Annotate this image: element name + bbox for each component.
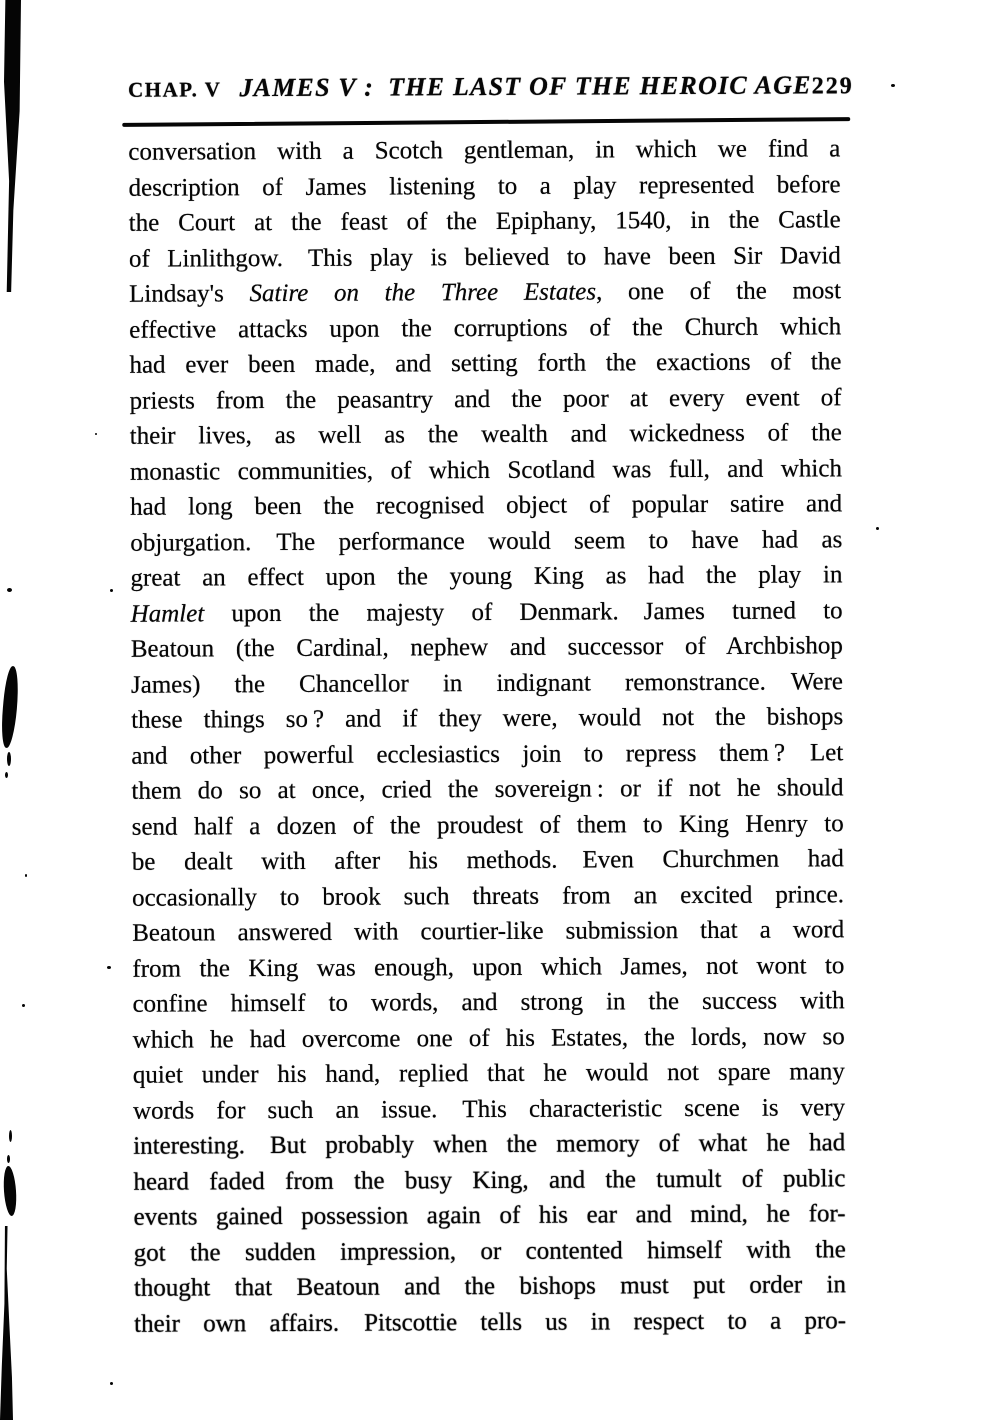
ink-speck [5,772,8,778]
text-segment: had long been the recognised object of popular satire and [130,490,843,521]
text-line [129,344,841,383]
text-line [128,131,840,170]
text-segment: their own affairs. Pitscottie tells us in respect to a pro- [134,1306,847,1338]
text-segment: James) the Chancellor in indignant remonstrance. Were [130,667,844,699]
text-line [134,1303,846,1342]
binding-shadow-bottom [0,1226,13,1420]
page-body [128,131,846,1341]
text-segment: upon the majesty of Denmark. James turned to [204,596,843,627]
italic-text: Satire on the Three Estates [249,278,597,308]
ink-speck [25,874,27,877]
ink-blob [0,666,21,749]
text-line [130,380,842,419]
text-segment: great an effect upon the young King as had the play in [130,561,843,592]
text-segment: send half a dozen of the proudest of them to King Henry to [131,809,844,841]
ink-speck [7,1155,10,1163]
text-segment: heard faded from the busy King, and the tumult of public [133,1164,846,1196]
text-segment: which he had overcome one of his Estates, the lords, now so [132,1022,845,1054]
text-segment: , one of the most [596,277,842,306]
text-line [132,948,844,987]
text-line [131,664,843,703]
text-segment: interesting. But probably when the memory of what he had [133,1129,846,1160]
text-line [133,1090,845,1129]
text-line [131,628,843,667]
text-line [132,983,844,1022]
text-line [129,273,841,312]
text-segment: Beatoun answered with courtier-like submission that a word [132,916,845,947]
text-segment: objurgation. The performance would seem to have had as [130,525,843,557]
text-segment: them do so at once, cried the sovereign : or if not he should [131,774,844,805]
chapter-label: CHAP. V [128,77,222,102]
text-line [131,699,843,738]
text-segment: priests from the peasantry and the poor at every event of [129,383,842,415]
header-rule [122,117,850,127]
text-segment: Lindsay's [129,280,250,308]
text-segment: thought that Beatoun and the bishops must put order in [133,1271,846,1302]
italic-text: Hamlet [130,599,205,628]
text-line [130,557,842,596]
text-line [131,593,843,632]
text-line [134,1196,846,1235]
ink-speck [891,84,895,87]
text-line [132,841,844,880]
text-line [129,309,841,348]
text-segment: description of James listening to a play represented before [128,170,841,202]
text-line [133,1019,845,1058]
page-title: JAMES V : THE LAST OF THE HEROIC AGE [239,70,812,103]
text-line [134,1267,846,1306]
text-segment: had ever been made, and setting forth the exactions of the [129,348,842,379]
text-segment: words for such an issue. This characteristic scene is very [133,1093,846,1125]
text-line [132,806,844,845]
text-segment: events gained possession again of his ear and mind, he for- [133,1200,846,1231]
ink-speck [7,752,11,766]
running-header [128,70,854,109]
text-segment: conversation with a Scotch gentleman, in which we find a [128,135,841,166]
text-segment: got the sudden impression, or contented himself with the [133,1235,846,1267]
page-number: 229 [811,73,854,100]
ink-speck [95,433,97,435]
text-segment: these things so ? and if they were, would not the bishops [131,703,844,734]
text-segment: of Linlithgow. This play is believed to have been Sir David [128,241,841,273]
text-line [130,522,842,561]
text-line [134,1232,846,1271]
text-segment: monastic communities, of which Scotland was full, and which [129,454,843,486]
text-line [130,486,842,525]
binding-shadow-top [4,0,21,292]
ink-speck [9,1130,12,1142]
text-line [133,1125,845,1164]
text-segment: the Court at the feast of the Epiphany, 1540, in the Castle [128,206,841,237]
text-segment: quiet under his hand, replied that he would not spare many [132,1058,845,1089]
text-line [129,238,841,277]
text-line [130,415,842,454]
text-line [131,735,843,774]
text-segment: and other powerful ecclesiastics join to repress them ? Let [131,738,844,770]
text-line [130,451,842,490]
text-segment: confine himself to words, and strong in the success with [132,987,845,1018]
text-segment: be dealt with after his methods. Even Churchmen had [131,845,844,876]
ink-speck [22,1004,25,1007]
text-line [132,877,844,916]
ink-speck [107,966,111,969]
text-line [131,770,843,809]
page-content [128,70,854,1341]
text-segment: from the King was enough, upon which James, not wont to [132,951,845,983]
ink-speck [7,588,12,592]
text-line [133,1161,845,1200]
text-line [128,167,840,206]
text-line [129,202,841,241]
text-line [133,1054,845,1093]
text-line [132,912,844,951]
text-segment: their lives, as well as the wealth and wickedness of the [129,419,842,450]
ink-speck [876,527,879,530]
ink-speck [110,589,113,592]
text-segment: occasionally to brook such threats from an excited prince. [131,880,845,912]
ink-blob [2,1166,17,1217]
ink-speck [110,1382,113,1385]
text-segment: Beatoun (the Cardinal, nephew and successor of Archbishop [130,632,843,663]
text-segment: effective attacks upon the corruptions of the Church which [129,312,842,344]
